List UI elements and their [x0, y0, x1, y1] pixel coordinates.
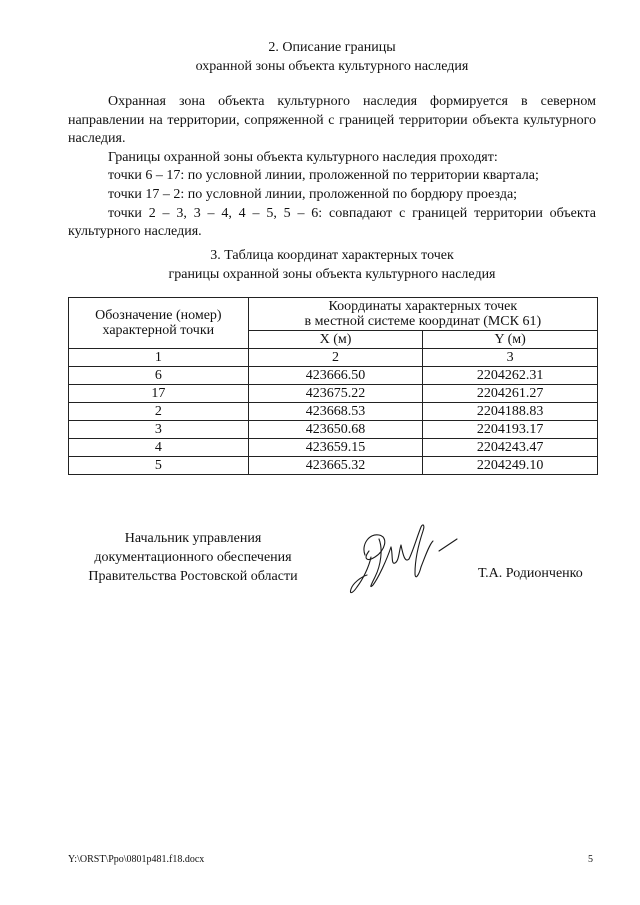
point-cell: 5 [69, 457, 249, 475]
header-y-cell: Y (м) [423, 331, 598, 349]
section-2-title-line2: охранной зоны объекта культурного наследия [195, 59, 469, 74]
table-index-row [69, 349, 598, 367]
signatory-name: Т.А. Родионченко [478, 566, 583, 581]
section-3-title [68, 246, 596, 284]
x-cell: 423666.50 [248, 367, 423, 385]
coordinates-table [68, 297, 598, 475]
x-cell: 423665.32 [248, 457, 423, 475]
index-cell: 2 [248, 349, 423, 367]
header-point-cell [69, 298, 249, 349]
table-row [69, 385, 598, 403]
point-cell: 2 [69, 403, 249, 421]
y-cell: 2204188.83 [423, 403, 598, 421]
section-2-title [68, 38, 596, 76]
section-3-title-line1: 3. Таблица координат характерных точек [210, 248, 454, 263]
header-x-cell: X (м) [248, 331, 423, 349]
footer-page-number: 5 [588, 854, 593, 865]
table-row [69, 367, 598, 385]
paragraph: Границы охранной зоны объекта культурного наследия проходят: [108, 149, 498, 165]
section-2-body [68, 93, 596, 242]
signatory-position [68, 529, 318, 586]
header-coords-line2: в местной системе координат (МСК 61) [304, 314, 542, 329]
y-cell: 2204193.17 [423, 421, 598, 439]
x-cell: 423659.15 [248, 439, 423, 457]
y-cell: 2204262.31 [423, 367, 598, 385]
header-coords-line1: Координаты характерных точек [328, 299, 518, 314]
position-line3: Правительства Ростовской области [88, 569, 298, 584]
section-3-title-line2: границы охранной зоны объекта культурного наследия [168, 267, 496, 282]
paragraph: точки 2 – 3, 3 – 4, 4 – 5, 5 – 6: совпадают с границей территории объекта культурного наследия. [68, 205, 596, 240]
position-line1: Начальник управления [124, 531, 262, 546]
point-cell: 17 [69, 385, 249, 403]
paragraph: Охранная зона объекта культурного наследия формируется в северном направлении на территории, сопряженной с границей территории объекта культурного наследия. [68, 94, 596, 147]
table-row [69, 457, 598, 475]
paragraph: точки 6 – 17: по условной линии, проложенной по территории квартала; [108, 168, 539, 184]
point-cell: 4 [69, 439, 249, 457]
point-cell: 3 [69, 421, 249, 439]
y-cell: 2204261.27 [423, 385, 598, 403]
x-cell: 423675.22 [248, 385, 423, 403]
table-row [69, 421, 598, 439]
header-point-line2: характерной точки [102, 323, 215, 338]
point-cell: 6 [69, 367, 249, 385]
table-row [69, 403, 598, 421]
header-coords-cell [248, 298, 597, 331]
position-line2: документационного обеспечения [94, 550, 292, 565]
header-point-line1: Обозначение (номер) [95, 308, 222, 323]
index-cell: 1 [69, 349, 249, 367]
handwritten-signature [335, 515, 465, 610]
index-cell: 3 [423, 349, 598, 367]
table-header-row [69, 298, 598, 331]
y-cell: 2204249.10 [423, 457, 598, 475]
x-cell: 423668.53 [248, 403, 423, 421]
table-row [69, 439, 598, 457]
x-cell: 423650.68 [248, 421, 423, 439]
paragraph: точки 17 – 2: по условной линии, проложенной по бордюру проезда; [108, 186, 518, 202]
footer-file-path: Y:\ORST\Ppo\0801p481.f18.docx [68, 854, 205, 865]
y-cell: 2204243.47 [423, 439, 598, 457]
section-2-title-line1: 2. Описание границы [268, 40, 396, 55]
